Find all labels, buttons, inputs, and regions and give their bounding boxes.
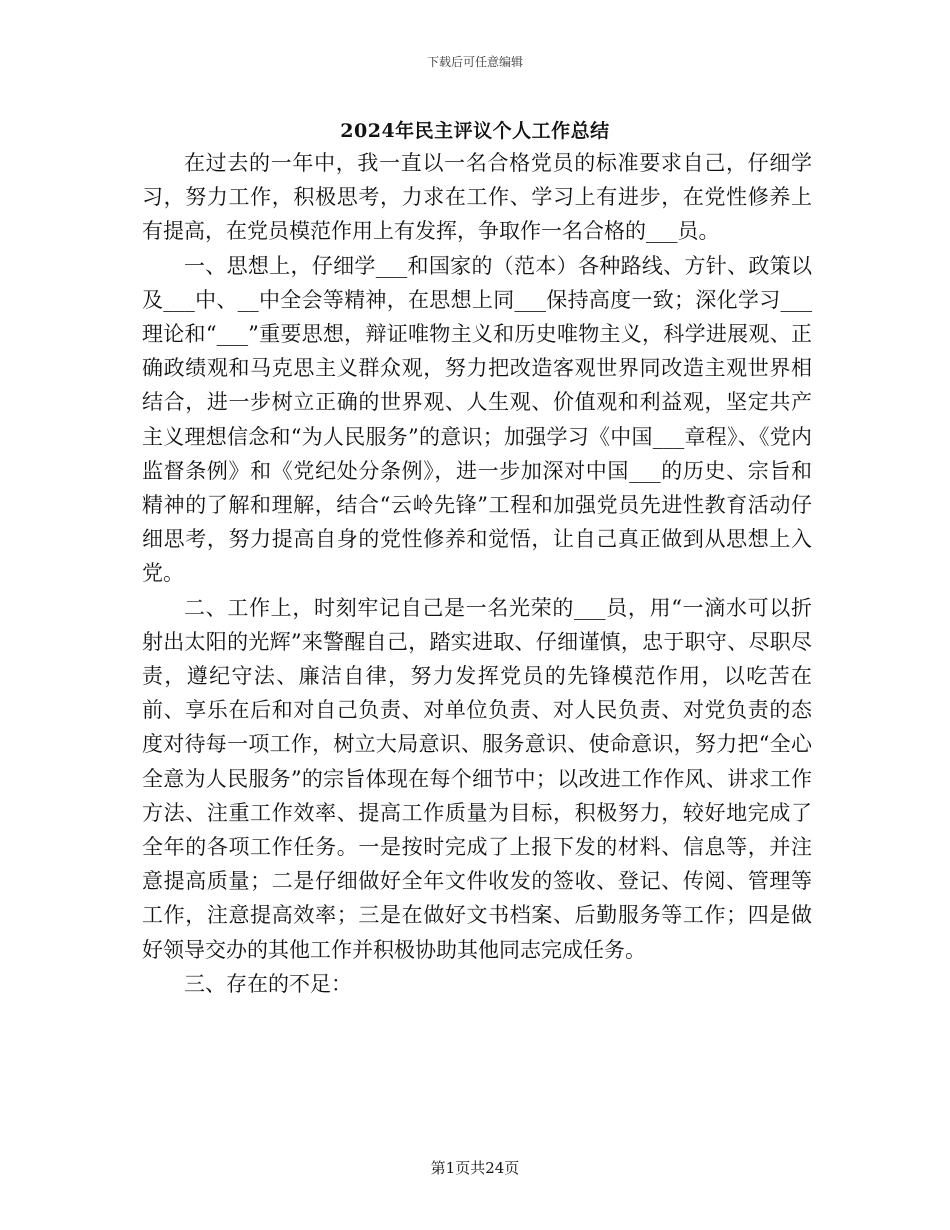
document-body: [142, 146, 812, 1001]
page-footer: 第1页共24页: [430, 1159, 520, 1177]
paragraph-shortcomings: 三、存在的不足：: [184, 971, 352, 996]
paragraph-work: 二、工作上，时刻牢记自己是一名光荣的___员，用“一滴水可以折射出太阳的光辉”来警醒自己，踏实进取、仔细谨慎，忠于职守、尽职尽责，遵纪守法、廉洁自律，努力发挥党员的先锋模范作用，以吃苦在前、享乐在后和对自己负责、对单位负责、对人民负责、对党负责的态度对待每一项工作，树立大局意识、服务意识、使命意识，努力把“全心全意为人民服务”的宗旨体现在每个细节中；以改进工作作风、讲求工作方法、注重工作效率、提高工作质量为目标，积极努力，较好地完成了全年的各项工作任务。一是按时完成了上报下发的材料、信息等，并注意提高质量；二是仔细做好全年文件收发的签收、登记、传阅、管理等工作，注意提高效率；三是在做好文书档案、后勤服务等工作；四是做好领导交办的其他工作并积极协助其他同志完成任务。: [142, 595, 812, 962]
document-title: 2024年民主评议个人工作总结: [340, 120, 610, 142]
header-note: 下载后可任意编辑: [426, 55, 523, 69]
paragraph-intro: 在过去的一年中，我一直以一名合格党员的标准要求自己，仔细学习，努力工作，积极思考，力求在工作、学习上有进步，在党性修养上有提高，在党员模范作用上有发挥，争取作一名合格的___员。: [142, 151, 812, 244]
paragraph-thought: 一、思想上，仔细学___和国家的（范本）各种路线、方针、政策以及___中、__中全会等精神，在思想上同___保持高度一致；深化学习___理论和“___”重要思想，辩证唯物主义和历史唯物主义，科学进展观、正确政绩观和马克思主义群众观，努力把改造客观世界同改造主观世界相结合，进一步树立正确的世界观、人生观、价值观和利益观，坚定共产主义理想信念和“为人民服务”的意识；加强学习《中国___章程》、《党内监督条例》和《党纪处分条例》，进一步加深对中国___的历史、宗旨和精神的了解和理解，结合“云岭先锋”工程和加强党员先进性教育活动仔细思考，努力提高自身的党性修养和觉悟，让自己真正做到从思想上入党。: [142, 253, 812, 586]
